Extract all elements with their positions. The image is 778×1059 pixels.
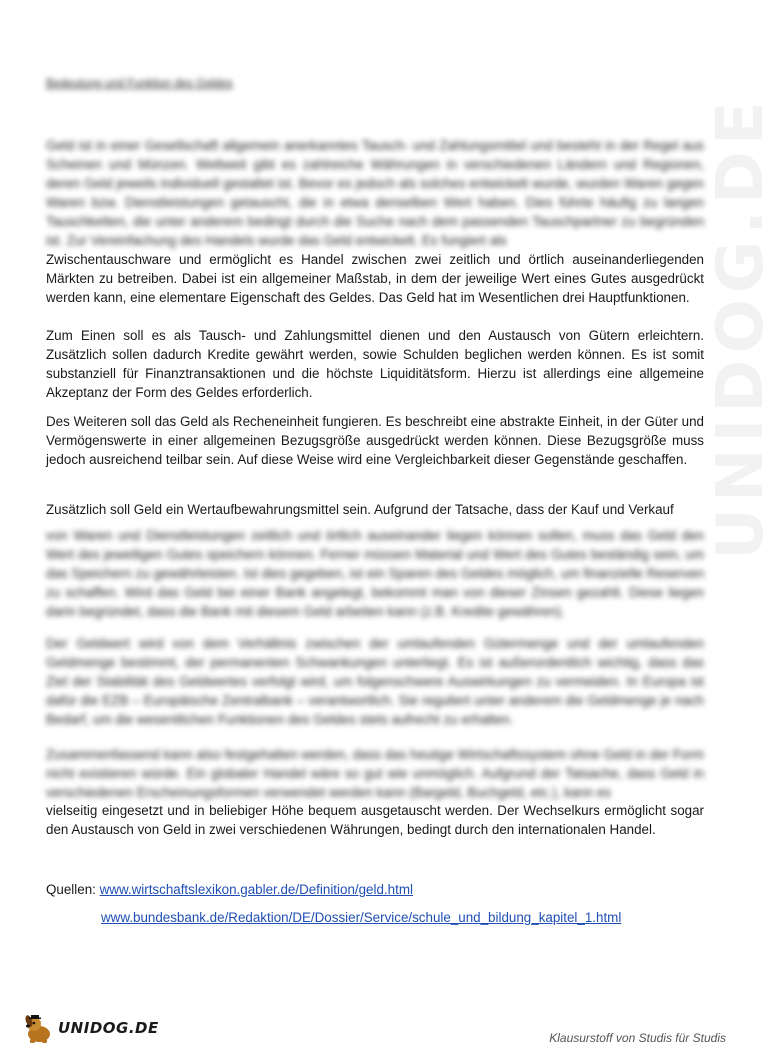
paragraph-text: Zwischentauschware und ermöglicht es Handel zwischen zwei zeitlich und örtlich auseinanderliegenden Märkten zu betreiben. Dabei ist ein allgemeiner Maßstab, in dem der jeweilige Wert eines Gutes ausgedrückt werden kann, eine elementare Eigenschaft des Geldes. Das Geld hat im Wesentlichen drei Hauptfunktionen. xyxy=(46,252,704,306)
paragraph-5-blurred xyxy=(46,634,704,729)
source-link-bundesbank[interactable]: www.bundesbank.de/Redaktion/DE/Dossier/Service/schule_und_bildung_kapitel_1.html xyxy=(101,910,622,925)
paragraph-text: Zum Einen soll es als Tausch- und Zahlungsmittel dienen und den Austausch von Gütern erleichtern. Zusätzlich sollen dadurch Kredite gewährt werden, sowie Schulden beglichen werden können. Es ist somit substanziell für Finanztransaktionen und die höchste Liquiditätsform. Hierzu ist allerdings eine allgemeine Akzeptanz der Form des Geldes erforderlich. xyxy=(46,328,704,401)
paragraph-6-blurred xyxy=(46,745,704,802)
paragraph-6-visible xyxy=(46,801,704,839)
paragraph-text: Zusammenfassend kann also festgehalten werden, dass das heutige Wirtschaftssystem ohne Geld in der Form nicht existieren würde. Ein globaler Handel wäre so gut wie unmöglich. Aufgrund der Tatsache, dass Geld in verschiedenen Erscheinungsformen verwendet werden kann (Bargeld, Buchgeld, etc.), kann es xyxy=(46,747,704,801)
sources-block-second xyxy=(101,910,621,925)
unidog-logo xyxy=(22,1012,159,1044)
paragraph-text: Des Weiteren soll das Geld als Recheneinheit fungieren. Es beschreibt eine abstrakte Einheit, in der Güter und Vermögenswerte in einer allgemeinen Bezugsgröße ausgedrückt werden können. Diese Bezugsgröße muss jedoch ausreichend teilbar sein. Auf diese Weise wird eine Vergleichbarkeit dieser Gegenstände geschaffen. xyxy=(46,414,704,468)
paragraph-4-visible xyxy=(46,500,704,519)
paragraph-2 xyxy=(46,326,704,402)
paragraph-3 xyxy=(46,412,704,469)
dog-icon xyxy=(22,1012,56,1044)
paragraph-text: Geld ist in einer Gesellschaft allgemein anerkanntes Tausch- und Zahlungsmittel und besteht in der Regel aus Scheinen und Münzen. Weltweit gibt es zahlreiche Währungen in verschiedenen Ländern und Regionen, deren Geld jeweils individuell gestaltet ist. Bevor es jedoch als solches entwickelt wurde, wurden Waren gegen Waren bzw. Dienstleistungen getauscht, die in etwa denselben Wert haben. Dies führte häufig zu langen Tauschketten, die unter anderem bedingt durch die Suche nach dem passenden Tauschpartner zu begründen ist. Zur Vereinfachung des Handels wurde das Geld entwickelt. Es fungiert als xyxy=(46,138,704,249)
paragraph-1-visible xyxy=(46,250,704,307)
watermark-text: UNIDOG.DE xyxy=(704,95,778,560)
paragraph-4-blurred xyxy=(46,526,704,621)
document-title: Bedeutung und Funktion des Geldes xyxy=(46,78,233,90)
paragraph-1-blurred xyxy=(46,136,704,251)
sources-block xyxy=(46,880,413,899)
sources-label: Quellen: xyxy=(46,882,96,897)
paragraph-text: von Waren und Dienstleistungen zeitlich und örtlich auseinander liegen können sollen, muss das Geld den Wert des jeweiligen Gutes speichern können. Ferner müssen Material und Wert des Gutes beständig sein, um das Speichern zu gewährleisten. Ist dies gegeben, ist ein Sparen des Geldes möglich, um finanzielle Reserven zu schaffen. Wird das Geld bei einer Bank angelegt, bekommt man von dieser Zinsen gezahlt. Diese liegen darin begründet, dass die Bank mit diesem Geld arbeiten kann (z.B. Kredite gewähren). xyxy=(46,528,704,620)
footer-tagline: Klausurstoff von Studis für Studis xyxy=(549,1031,726,1045)
logo-text: UNIDOG.DE xyxy=(58,1019,159,1037)
paragraph-text: vielseitig eingesetzt und in beliebiger Höhe bequem ausgetauscht werden. Der Wechselkurs ermöglicht sogar den Austausch von Geld in zwei verschiedenen Währungen, bedingt durch den internationalen Handel. xyxy=(46,803,704,838)
paragraph-text: Zusätzlich soll Geld ein Wertaufbewahrungsmittel sein. Aufgrund der Tatsache, dass der Kauf und Verkauf xyxy=(46,502,674,517)
source-link-gabler[interactable]: www.wirtschaftslexikon.gabler.de/Definition/geld.html xyxy=(99,882,413,897)
paragraph-text: Der Geldwert wird von dem Verhältnis zwischen der umlaufenden Gütermenge und der umlaufenden Geldmenge bestimmt, der permanenten Schwankungen unterliegt. Es ist außerordentlich wichtig, dass das Ziel der Stabilität des Geldwertes verfolgt wird, um folgenschwere Auswirkungen zu vermeiden. In Europa ist dafür die EZB – Europäische Zentralbank – verantwortlich. Sie reguliert unter anderem die Geldmenge je nach Bedarf, um die wesentlichen Funktionen des Geldes stets aufrecht zu erhalten. xyxy=(46,636,704,728)
